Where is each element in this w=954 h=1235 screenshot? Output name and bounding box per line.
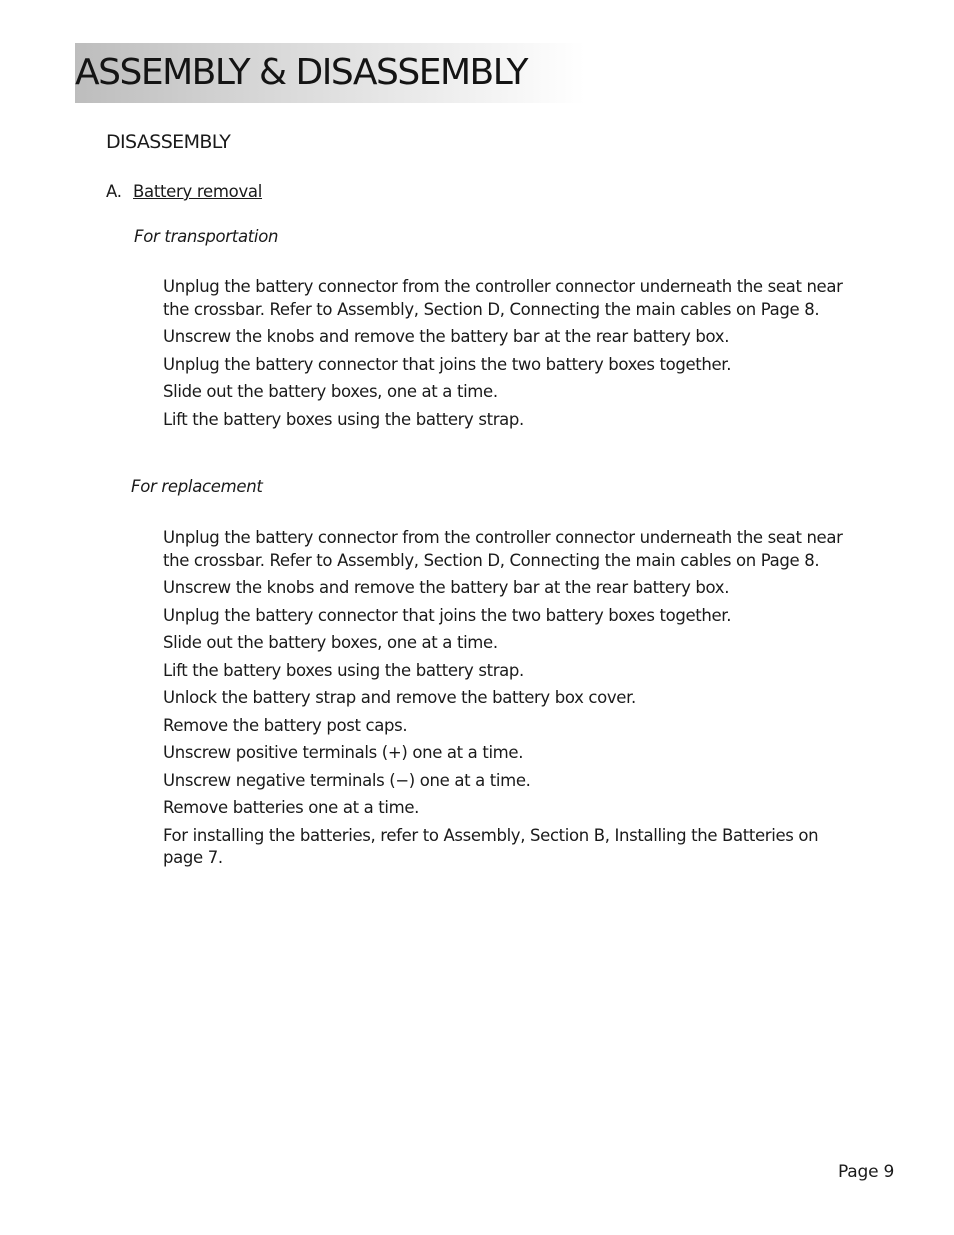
transportation-steps bbox=[163, 276, 853, 436]
replacement-step-2: Unscrew the knobs and remove the battery bar at the rear battery box. bbox=[163, 578, 730, 597]
replacement-step-4: Slide out the battery boxes, one at a time. bbox=[163, 633, 498, 652]
subsection-title: Battery removal bbox=[133, 182, 263, 201]
page-title: ASSEMBLY & DISASSEMBLY bbox=[75, 52, 528, 93]
transportation-step-5: Lift the battery boxes using the battery strap. bbox=[163, 409, 524, 429]
replacement-step-3: Unplug the battery connector that joins the two battery boxes together. bbox=[163, 605, 732, 625]
replacement-step-5: Lift the battery boxes using the battery strap. bbox=[163, 660, 524, 680]
replacement-heading: For replacement bbox=[131, 477, 263, 496]
transportation-step-4: Slide out the battery boxes, one at a time. bbox=[163, 382, 498, 401]
replacement-step-9: Unscrew negative terminals (−) one at a time. bbox=[163, 770, 531, 790]
subsection-letter: A. bbox=[106, 182, 122, 201]
replacement-step-8: Unscrew positive terminals (+) one at a time. bbox=[163, 743, 524, 762]
replacement-steps bbox=[163, 527, 853, 875]
transportation-heading: For transportation bbox=[134, 227, 279, 246]
subsection-a bbox=[106, 182, 262, 201]
replacement-step-1: Unplug the battery connector from the controller connector underneath the seat near the crossbar. Refer to Assembly, Section D, Connecting the main cables on Page 8. bbox=[163, 528, 843, 570]
replacement-step-11: For installing the batteries, refer to Assembly, Section B, Installing the Batteries on page 7. bbox=[163, 825, 819, 867]
page-number: Page 9 bbox=[838, 1162, 895, 1182]
section-heading: DISASSEMBLY bbox=[106, 131, 231, 153]
replacement-step-7: Remove the battery post caps. bbox=[163, 715, 408, 735]
transportation-step-3: Unplug the battery connector that joins the two battery boxes together. bbox=[163, 354, 732, 374]
transportation-step-2: Unscrew the knobs and remove the battery bar at the rear battery box. bbox=[163, 327, 730, 346]
transportation-step-1: Unplug the battery connector from the controller connector underneath the seat near the crossbar. Refer to Assembly, Section D, Connecting the main cables on Page 8. bbox=[163, 277, 843, 319]
replacement-step-10: Remove batteries one at a time. bbox=[163, 798, 420, 817]
replacement-step-6: Unlock the battery strap and remove the battery box cover. bbox=[163, 688, 636, 707]
